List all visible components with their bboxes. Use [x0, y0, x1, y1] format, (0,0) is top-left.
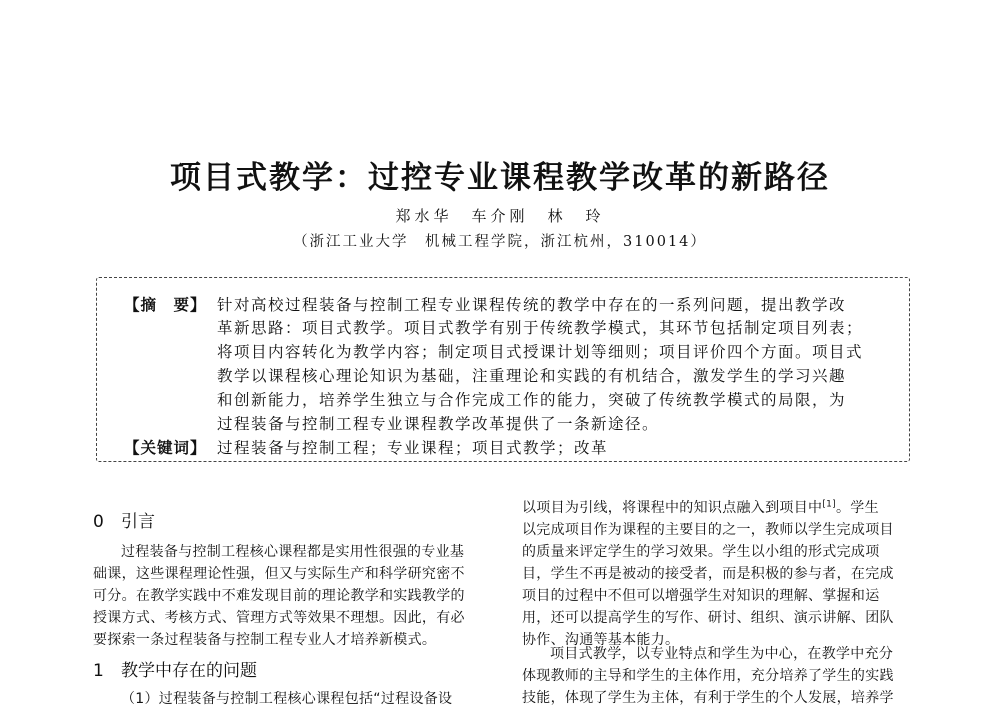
body-line: 可分。在教学实践中不难发现目前的理论教学和实践教学的: [93, 588, 465, 604]
body-line: 过程装备与控制工程核心课程都是实用性很强的专业基: [121, 544, 465, 560]
body-line: 授课方式、考核方式、管理方式等效果不理想。因此，有必: [93, 610, 465, 626]
body-line: 的质量来评定学生的学习效果。学生以小组的形式完成项: [522, 544, 880, 560]
body-line: [522, 497, 922, 517]
section-title: 教学中存在的问题: [121, 661, 257, 681]
abstract-line: 和创新能力，培养学生独立与合作完成工作的能力，突破了传统教学模式的局限，为: [217, 391, 847, 409]
body-line: 础课，这些课程理论性强，但又与实际生产和科学研究密不: [93, 566, 465, 582]
body-text: 以项目为引线，将课程中的知识点融入到项目中: [522, 500, 823, 516]
body-line: 技能，体现了学生为主体，有利于学生的个人发展，培养学: [522, 690, 894, 706]
abstract-label: 【摘 要】: [124, 296, 207, 314]
affiliation: （浙江工业大学 机械工程学院，浙江杭州，310014）: [293, 234, 707, 250]
authors: 郑水华 车介刚 林 玲: [395, 207, 605, 225]
abstract-line: 革新思路：项目式教学。项目式教学有别于传统教学模式，其环节包括制定项目列表；: [217, 319, 864, 337]
abstract-line: 过程装备与控制工程专业课程教学改革提供了一条新途径。: [217, 415, 660, 433]
abstract-line: 将项目内容转化为教学内容；制定项目式授课计划等细则；项目评价四个方面。项目式: [217, 343, 864, 361]
body-line: 目，学生不再是被动的接受者，而是积极的参与者，在完成: [522, 566, 894, 582]
body-line: （1）过程装备与控制工程核心课程包括“过程设备设: [121, 691, 453, 707]
body-line: 项目式教学，以专业特点和学生为中心，在教学中充分: [550, 646, 894, 662]
body-line: 体现教师的主导和学生的主体作用，充分培养了学生的实践: [522, 668, 894, 684]
keywords: 过程装备与控制工程；专业课程；项目式教学；改革: [217, 439, 609, 457]
paper-title: 项目式教学：过控专业课程教学改革的新路径: [170, 160, 830, 196]
section-number: 0: [93, 512, 104, 532]
body-line: 协作、沟通等基本能力。: [522, 632, 680, 648]
body-line: 项目的过程中不但可以增强学生对知识的理解、掌握和运: [522, 588, 880, 604]
section-heading-problems: [93, 656, 257, 681]
body-line: 用，还可以提高学生的写作、研讨、组织、演示讲解、团队: [522, 610, 894, 626]
abstract-line: 教学以课程核心理论知识为基础，注重理论和实践的有机结合，激发学生的学习兴趣: [217, 367, 847, 385]
section-title: 引言: [121, 512, 155, 532]
abstract-line: 针对高校过程装备与控制工程专业课程传统的教学中存在的一系列问题，提出教学改: [217, 296, 847, 314]
keywords-label: 【关键词】: [124, 439, 207, 457]
section-number: 1: [93, 661, 104, 681]
citation-ref: [1]: [822, 499, 836, 510]
section-heading-intro: [93, 507, 155, 532]
body-line: 以完成项目作为课程的主要目的之一，教师以学生完成项目: [522, 522, 894, 538]
body-text: 。学生: [835, 500, 879, 516]
body-line: 要探索一条过程装备与控制工程专业人才培养新模式。: [93, 632, 437, 648]
